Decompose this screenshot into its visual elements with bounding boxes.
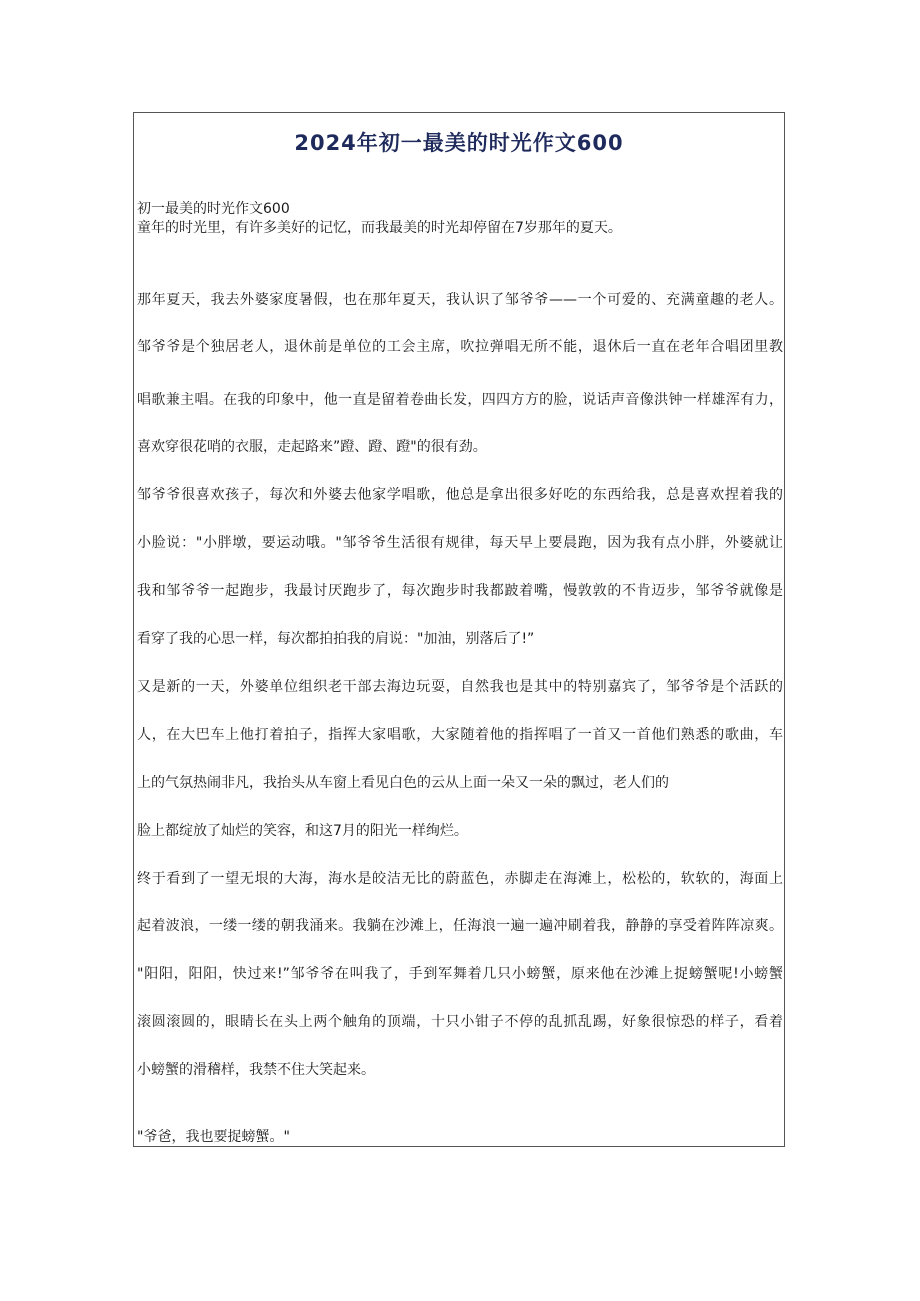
text-line: 滚圆滚圆的，眼睛长在头上两个触角的顶端，十只小钳子不停的乱抓乱踢，好象很惊恐的样子，看着 — [137, 1014, 783, 1030]
text-line: 人，在大巴车上他打着拍子，指挥大家唱歌，大家随着他的指挥唱了一首又一首他们熟悉的歌曲，车 — [137, 727, 783, 743]
document-title: 2024年初一最美的时光作文600 — [294, 131, 624, 155]
text-line: 上的气氛热闹非凡，我抬头从车窗上看见白色的云从上面一朵又一朵的飘过，老人们的 — [137, 775, 669, 791]
document-page — [133, 112, 785, 1147]
text-line: 唱歌兼主唱。在我的印象中，他一直是留着卷曲长发，四四方方的脸，说话声音像洪钟一样雄浑有力， — [137, 392, 783, 408]
text-line: 邹爷爷很喜欢孩子，每次和外婆去他家学唱歌，他总是拿出很多好吃的东西给我，总是喜欢捏着我的 — [137, 487, 783, 503]
text-line: 脸上都绽放了灿烂的笑容，和这7月的阳光一样绚烂。 — [137, 823, 468, 839]
text-line: 喜欢穿很花哨的衣服，走起路来”蹬、蹬、蹬"的很有劲。 — [137, 439, 487, 455]
text-line: 看穿了我的心思一样，每次都拍拍我的肩说："加油，别落后了!” — [137, 631, 535, 647]
text-line: 我和邹爷爷一起跑步，我最讨厌跑步了，每次跑步时我都跛着嘴，慢敦敦的不肯迈步，邹爷爷就像是 — [137, 583, 783, 599]
text-line: "爷爸，我也要捉螃蟹。" — [137, 1129, 290, 1145]
text-line: "阳阳，阳阳，快过来!”邹爷爷在叫我了，手到军舞着几只小螃蟹，原来他在沙滩上捉螃蟹呢!小螃蟹 — [137, 966, 783, 982]
text-line: 小脸说："小胖墩，要运动哦。"邹爷爷生活很有规律，每天早上要晨跑，因为我有点小胖，外婆就让 — [137, 535, 783, 551]
text-line: 又是新的一天，外婆单位组织老干部去海边玩耍，自然我也是其中的特别嘉宾了，邹爷爷是个活跃的 — [137, 679, 783, 695]
text-line: 初一最美的时光作文600 — [137, 201, 290, 217]
text-line: 那年夏天，我去外婆家度暑假，也在那年夏天，我认识了邹爷爷——一个可爱的、充满童趣的老人。 — [137, 292, 783, 308]
text-line: 起着波浪，一缕一缕的朝我涌来。我躺在沙滩上，任海浪一遍一遍冲刷着我，静静的享受着阵阵凉爽。 — [137, 918, 783, 934]
text-line: 邹爷爷是个独居老人，退休前是单位的工会主席，吹拉弹唱无所不能，退休后一直在老年合唱团里教 — [137, 339, 783, 355]
text-line: 小螃蟹的滑稽样，我禁不住大笑起来。 — [137, 1062, 375, 1078]
text-line: 终于看到了一望无垠的大海，海水是皎洁无比的蔚蓝色，赤脚走在海滩上，松松的，软软的，海面上 — [137, 871, 783, 887]
text-line: 童年的时光里，有许多美好的记忆，而我最美的时光却停留在7岁那年的夏天。 — [137, 220, 622, 236]
